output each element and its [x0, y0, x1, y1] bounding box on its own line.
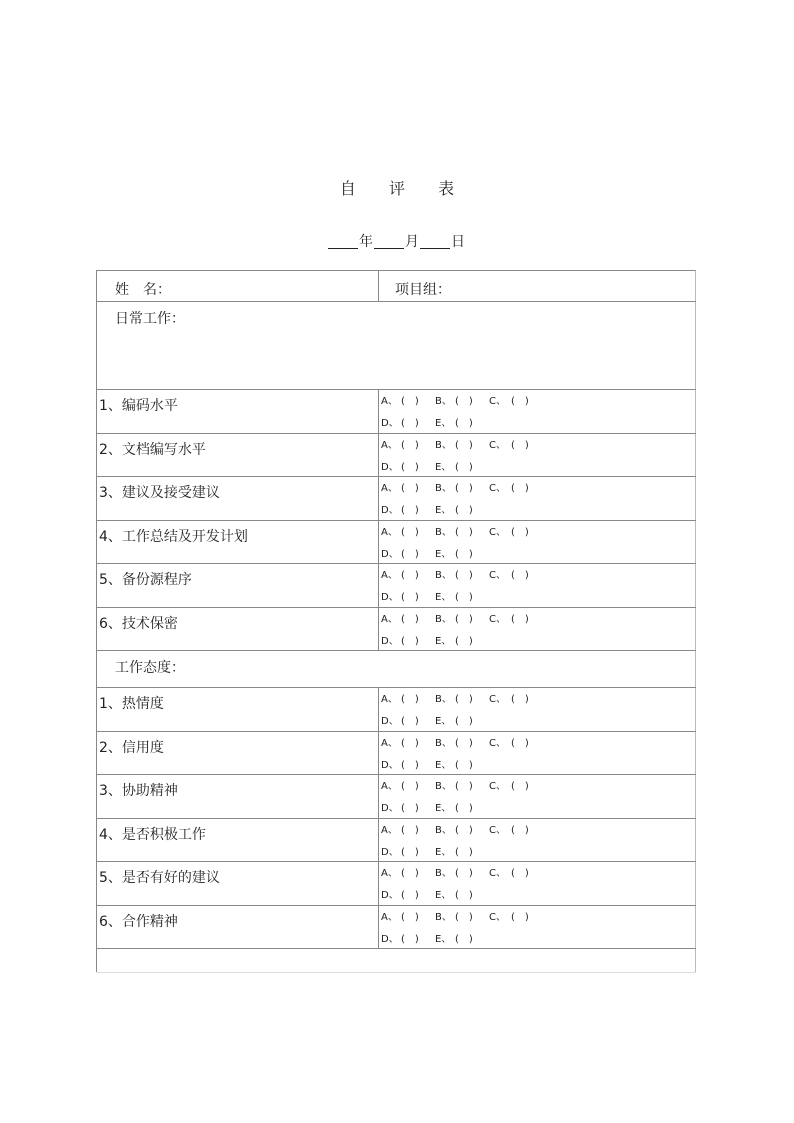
- option-key: E、: [435, 505, 452, 516]
- option-key: A、: [381, 613, 398, 625]
- option-paren[interactable]: ( ): [401, 716, 419, 727]
- option-key: C、: [489, 781, 506, 792]
- rating-option-a[interactable]: [381, 527, 435, 539]
- option-key: C、: [489, 396, 506, 407]
- option-paren[interactable]: ( ): [455, 781, 473, 792]
- rating-option-b[interactable]: [435, 483, 489, 495]
- option-paren[interactable]: ( ): [401, 613, 419, 625]
- option-paren[interactable]: ( ): [511, 694, 529, 705]
- option-paren[interactable]: ( ): [455, 868, 473, 879]
- rating-options-l1: [381, 570, 545, 582]
- rating-option-a[interactable]: [381, 781, 435, 793]
- rating-option-a[interactable]: [381, 396, 435, 408]
- day-blank[interactable]: [420, 234, 450, 249]
- option-paren[interactable]: ( ): [455, 548, 473, 560]
- rating-option-c[interactable]: [489, 570, 545, 582]
- rating-option-a[interactable]: [381, 738, 435, 750]
- rating-cell: [379, 564, 696, 607]
- option-key: D、: [381, 803, 399, 814]
- criteria-row: [97, 390, 696, 434]
- option-paren[interactable]: ( ): [455, 418, 473, 429]
- rating-option-d[interactable]: [381, 890, 435, 902]
- option-key: C、: [489, 911, 506, 923]
- option-paren[interactable]: ( ): [401, 868, 419, 879]
- option-key: E、: [435, 890, 452, 901]
- rating-options-l2: [381, 890, 489, 902]
- rating-option-b[interactable]: [435, 825, 489, 837]
- rating-cell: [379, 906, 696, 949]
- rating-option-d[interactable]: [381, 847, 435, 859]
- criteria-row: [97, 732, 696, 776]
- criteria-label: 6、技术保密: [99, 615, 178, 632]
- option-paren[interactable]: ( ): [455, 824, 473, 836]
- criteria-row: [97, 775, 696, 819]
- option-key: B、: [435, 911, 452, 923]
- option-paren[interactable]: ( ): [455, 911, 473, 923]
- rating-options-l1: [381, 825, 545, 837]
- option-key: C、: [489, 737, 506, 749]
- criteria-label: 5、备份源程序: [99, 572, 192, 588]
- rating-options-l2: [381, 636, 489, 648]
- option-paren[interactable]: ( ): [455, 716, 473, 727]
- rating-option-a[interactable]: [381, 694, 435, 706]
- month-blank[interactable]: [374, 234, 404, 249]
- rating-option-c[interactable]: [489, 694, 545, 706]
- rating-option-a[interactable]: [381, 868, 435, 880]
- rating-options-l2: [381, 592, 489, 604]
- option-key: B、: [435, 781, 452, 792]
- option-paren[interactable]: ( ): [401, 396, 419, 407]
- criteria-cell: [97, 819, 379, 862]
- rating-options-l1: [381, 396, 545, 408]
- option-key: E、: [435, 461, 452, 473]
- option-key: A、: [381, 570, 398, 581]
- rating-option-e[interactable]: [435, 462, 489, 474]
- option-paren[interactable]: ( ): [511, 911, 529, 923]
- rating-options-l1: [381, 868, 545, 880]
- option-paren[interactable]: ( ): [455, 505, 473, 516]
- rating-option-b[interactable]: [435, 781, 489, 793]
- criteria-cell: [97, 390, 379, 433]
- criteria-row: [97, 477, 696, 521]
- option-key: E、: [435, 548, 452, 560]
- empty-footer-row[interactable]: [97, 949, 696, 973]
- option-paren[interactable]: ( ): [401, 461, 419, 473]
- option-key: A、: [381, 911, 398, 923]
- option-key: D、: [381, 548, 399, 560]
- option-key: D、: [381, 846, 399, 858]
- option-key: A、: [381, 526, 398, 538]
- option-paren[interactable]: ( ): [401, 592, 419, 603]
- rating-options-l2: [381, 847, 489, 859]
- rating-cell: [379, 390, 696, 433]
- rating-options-l1: [381, 483, 545, 495]
- month-label: 月: [405, 234, 419, 250]
- rating-options-l2: [381, 716, 489, 728]
- criteria-cell: [97, 775, 379, 818]
- criteria-cell: [97, 608, 379, 651]
- rating-option-d[interactable]: [381, 462, 435, 474]
- rating-option-c[interactable]: [489, 781, 545, 793]
- rating-options-l2: [381, 462, 489, 474]
- criteria-cell: [97, 862, 379, 905]
- criteria-cell: [97, 434, 379, 477]
- rating-option-c[interactable]: [489, 868, 545, 880]
- criteria-label: 3、建议及接受建议: [99, 485, 220, 501]
- rating-cell: [379, 521, 696, 564]
- group-label: 项目组：: [395, 282, 451, 298]
- rating-option-e[interactable]: [435, 592, 489, 604]
- section-title: 日常工作：: [115, 311, 185, 327]
- rating-option-a[interactable]: [381, 614, 435, 626]
- option-key: E、: [435, 759, 452, 771]
- option-key: B、: [435, 613, 452, 625]
- option-key: D、: [381, 505, 399, 516]
- rating-option-d[interactable]: [381, 505, 435, 517]
- criteria-label: 4、工作总结及开发计划: [99, 528, 248, 545]
- option-paren[interactable]: ( ): [511, 737, 529, 749]
- option-key: A、: [381, 694, 398, 705]
- option-key: E、: [435, 635, 452, 647]
- option-key: A、: [381, 824, 398, 836]
- option-key: D、: [381, 592, 399, 603]
- option-paren[interactable]: ( ): [455, 461, 473, 473]
- option-paren[interactable]: ( ): [455, 570, 473, 581]
- rating-option-d[interactable]: [381, 716, 435, 728]
- option-paren[interactable]: ( ): [401, 846, 419, 858]
- rating-option-b[interactable]: [435, 570, 489, 582]
- rating-options-l2: [381, 803, 489, 815]
- option-key: D、: [381, 890, 399, 901]
- option-paren[interactable]: ( ): [401, 548, 419, 560]
- option-paren[interactable]: ( ): [401, 570, 419, 581]
- rating-options-l1: [381, 694, 545, 706]
- option-paren[interactable]: ( ): [455, 613, 473, 625]
- page-title: 自 评 表: [339, 179, 469, 198]
- option-paren[interactable]: ( ): [401, 737, 419, 749]
- option-paren[interactable]: ( ): [401, 483, 419, 494]
- option-key: B、: [435, 694, 452, 705]
- option-paren[interactable]: ( ): [401, 803, 419, 814]
- option-key: C、: [489, 613, 506, 625]
- option-paren[interactable]: ( ): [401, 526, 419, 538]
- group-cell[interactable]: [379, 271, 696, 301]
- rating-option-c[interactable]: [489, 396, 545, 408]
- criteria-row: [97, 521, 696, 565]
- header-row: [97, 271, 696, 302]
- option-paren[interactable]: ( ): [455, 933, 473, 945]
- name-label: 姓 名：: [115, 282, 171, 298]
- option-key: B、: [435, 483, 452, 494]
- option-paren[interactable]: ( ): [511, 781, 529, 792]
- section-row-1[interactable]: [97, 302, 696, 390]
- rating-options-l1: [381, 781, 545, 793]
- rating-option-b[interactable]: [435, 614, 489, 626]
- rating-options-l1: [381, 738, 545, 750]
- option-paren[interactable]: ( ): [455, 759, 473, 771]
- option-paren[interactable]: ( ): [401, 824, 419, 836]
- rating-option-b[interactable]: [435, 912, 489, 924]
- option-key: B、: [435, 737, 452, 749]
- option-key: A、: [381, 737, 398, 749]
- rating-options-l1: [381, 527, 545, 539]
- rating-option-d[interactable]: [381, 549, 435, 561]
- criteria-label: 2、信用度: [99, 739, 164, 756]
- criteria-cell: [97, 521, 379, 564]
- option-paren[interactable]: ( ): [511, 396, 529, 407]
- rating-option-c[interactable]: [489, 912, 545, 924]
- option-paren[interactable]: ( ): [511, 570, 529, 581]
- rating-option-d[interactable]: [381, 760, 435, 772]
- criteria-label: 2、文档编写水平: [99, 441, 206, 458]
- option-key: E、: [435, 716, 452, 727]
- option-paren[interactable]: ( ): [401, 933, 419, 945]
- rating-cell: [379, 775, 696, 818]
- option-paren[interactable]: ( ): [455, 694, 473, 705]
- rating-option-e[interactable]: [435, 418, 489, 430]
- criteria-label: 6、合作精神: [99, 913, 178, 930]
- option-key: E、: [435, 592, 452, 603]
- criteria-label: 4、是否积极工作: [99, 826, 206, 843]
- option-paren[interactable]: ( ): [401, 439, 419, 451]
- criteria-row: [97, 862, 696, 906]
- option-paren[interactable]: ( ): [455, 526, 473, 538]
- rating-option-e[interactable]: [435, 890, 489, 902]
- criteria-cell: [97, 564, 379, 607]
- option-paren[interactable]: ( ): [455, 396, 473, 407]
- option-key: B、: [435, 824, 452, 836]
- criteria-label: 1、热情度: [99, 696, 164, 712]
- rating-option-a[interactable]: [381, 912, 435, 924]
- option-key: C、: [489, 824, 506, 836]
- option-key: D、: [381, 933, 399, 945]
- day-label: 日: [451, 234, 465, 250]
- option-paren[interactable]: ( ): [401, 911, 419, 923]
- criteria-label: 3、协助精神: [99, 783, 178, 799]
- option-key: A、: [381, 483, 398, 494]
- rating-option-b[interactable]: [435, 527, 489, 539]
- criteria-cell: [97, 732, 379, 775]
- rating-option-d[interactable]: [381, 636, 435, 648]
- criteria-row: [97, 608, 696, 652]
- rating-option-e[interactable]: [435, 505, 489, 517]
- option-paren[interactable]: ( ): [511, 613, 529, 625]
- rating-option-d[interactable]: [381, 934, 435, 946]
- option-key: E、: [435, 803, 452, 814]
- option-paren[interactable]: ( ): [401, 781, 419, 792]
- criteria-label: 1、编码水平: [99, 398, 178, 414]
- rating-option-b[interactable]: [435, 694, 489, 706]
- rating-options-l1: [381, 912, 545, 924]
- criteria-cell: [97, 688, 379, 731]
- option-paren[interactable]: ( ): [401, 505, 419, 516]
- criteria-row: [97, 434, 696, 478]
- rating-options-l2: [381, 505, 489, 517]
- rating-options-l1: [381, 614, 545, 626]
- option-paren[interactable]: ( ): [511, 526, 529, 538]
- option-paren[interactable]: ( ): [455, 737, 473, 749]
- option-key: C、: [489, 526, 506, 538]
- rating-cell: [379, 862, 696, 905]
- option-key: D、: [381, 716, 399, 727]
- rating-option-b[interactable]: [435, 738, 489, 750]
- option-key: A、: [381, 439, 398, 451]
- option-paren[interactable]: ( ): [401, 694, 419, 705]
- year-label: 年: [359, 234, 373, 250]
- rating-cell: [379, 732, 696, 775]
- rating-option-b[interactable]: [435, 868, 489, 880]
- option-key: C、: [489, 694, 506, 705]
- rating-option-e[interactable]: [435, 847, 489, 859]
- rating-option-e[interactable]: [435, 636, 489, 648]
- rating-option-c[interactable]: [489, 483, 545, 495]
- rating-option-e[interactable]: [435, 803, 489, 815]
- rating-option-c[interactable]: [489, 825, 545, 837]
- rating-option-c[interactable]: [489, 738, 545, 750]
- rating-option-c[interactable]: [489, 440, 545, 452]
- option-paren[interactable]: ( ): [401, 418, 419, 429]
- option-key: C、: [489, 439, 506, 451]
- rating-option-a[interactable]: [381, 440, 435, 452]
- option-key: E、: [435, 418, 452, 429]
- option-key: B、: [435, 868, 452, 879]
- criteria-label: 5、是否有好的建议: [99, 870, 220, 886]
- section-title: 工作态度：: [115, 660, 185, 676]
- rating-option-a[interactable]: [381, 825, 435, 837]
- rating-cell: [379, 688, 696, 731]
- option-paren[interactable]: ( ): [511, 824, 529, 836]
- option-key: E、: [435, 846, 452, 858]
- section-row-2[interactable]: [97, 651, 696, 688]
- option-key: A、: [381, 781, 398, 792]
- rating-option-e[interactable]: [435, 934, 489, 946]
- option-paren[interactable]: ( ): [455, 635, 473, 647]
- option-key: B、: [435, 396, 452, 407]
- option-paren[interactable]: ( ): [511, 439, 529, 451]
- option-key: B、: [435, 526, 452, 538]
- rating-option-c[interactable]: [489, 527, 545, 539]
- rating-options-l2: [381, 760, 489, 772]
- rating-option-d[interactable]: [381, 592, 435, 604]
- rating-options-l2: [381, 934, 489, 946]
- rating-option-d[interactable]: [381, 803, 435, 815]
- option-key: D、: [381, 635, 399, 647]
- date-line: [0, 231, 794, 251]
- option-paren[interactable]: ( ): [511, 483, 529, 494]
- option-paren[interactable]: ( ): [401, 890, 419, 901]
- rating-cell: [379, 608, 696, 651]
- rating-options-l2: [381, 418, 489, 430]
- rating-option-e[interactable]: [435, 549, 489, 561]
- option-paren[interactable]: ( ): [455, 483, 473, 494]
- criteria-row: [97, 819, 696, 863]
- criteria-row: [97, 906, 696, 950]
- rating-option-b[interactable]: [435, 440, 489, 452]
- option-key: C、: [489, 483, 506, 494]
- rating-option-d[interactable]: [381, 418, 435, 430]
- option-key: A、: [381, 396, 398, 407]
- option-paren[interactable]: ( ): [455, 890, 473, 901]
- year-blank[interactable]: [328, 234, 358, 249]
- option-key: B、: [435, 439, 452, 451]
- option-paren[interactable]: ( ): [401, 759, 419, 771]
- option-key: A、: [381, 868, 398, 879]
- option-paren[interactable]: ( ): [455, 592, 473, 603]
- criteria-row: [97, 688, 696, 732]
- rating-cell: [379, 819, 696, 862]
- rating-option-b[interactable]: [435, 396, 489, 408]
- criteria-cell: [97, 477, 379, 520]
- rating-option-e[interactable]: [435, 716, 489, 728]
- rating-option-e[interactable]: [435, 760, 489, 772]
- criteria-cell: [97, 906, 379, 949]
- rating-option-a[interactable]: [381, 483, 435, 495]
- option-paren[interactable]: ( ): [455, 846, 473, 858]
- option-paren[interactable]: ( ): [401, 635, 419, 647]
- rating-cell: [379, 434, 696, 477]
- option-paren[interactable]: ( ): [455, 803, 473, 814]
- option-key: C、: [489, 868, 506, 879]
- rating-option-c[interactable]: [489, 614, 545, 626]
- name-cell[interactable]: [97, 271, 379, 301]
- rating-options-l1: [381, 440, 545, 452]
- evaluation-form: [96, 270, 696, 972]
- option-paren[interactable]: ( ): [511, 868, 529, 879]
- rating-cell: [379, 477, 696, 520]
- option-key: D、: [381, 418, 399, 429]
- option-key: D、: [381, 759, 399, 771]
- rating-option-a[interactable]: [381, 570, 435, 582]
- option-paren[interactable]: ( ): [455, 439, 473, 451]
- criteria-row: [97, 564, 696, 608]
- option-key: E、: [435, 933, 452, 945]
- option-key: C、: [489, 570, 506, 581]
- option-key: B、: [435, 570, 452, 581]
- option-key: D、: [381, 461, 399, 473]
- rating-options-l2: [381, 549, 489, 561]
